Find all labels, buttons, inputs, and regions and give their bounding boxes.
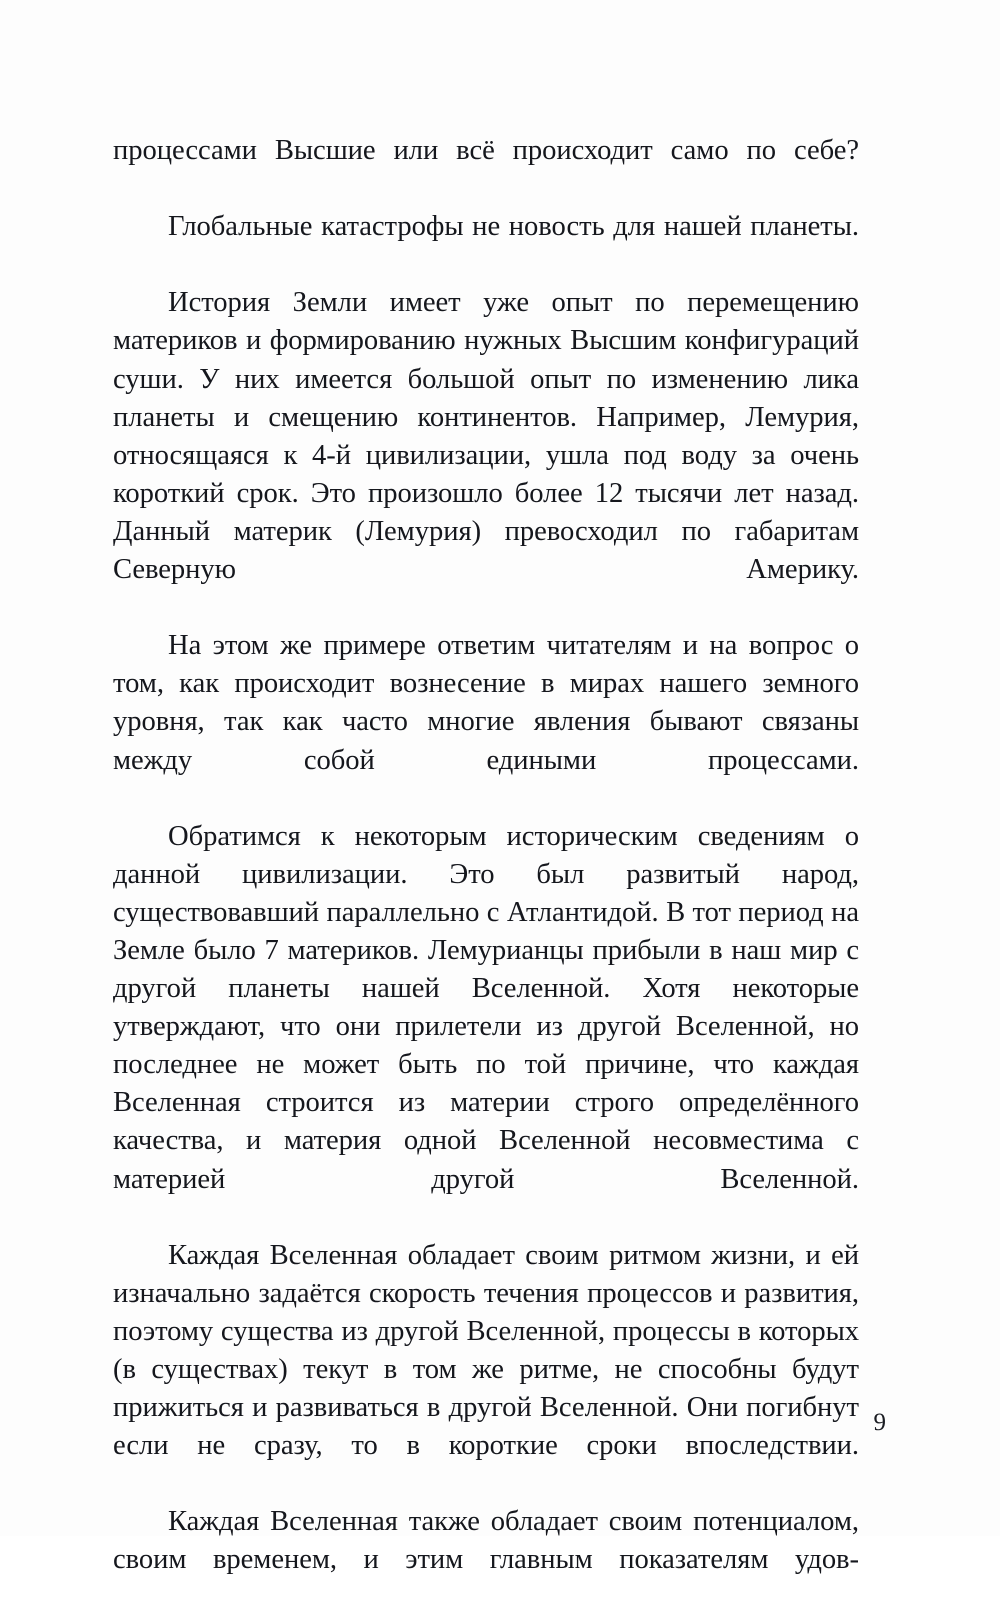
paragraph: На этом же примере ответим читателям и на вопрос о том, как происходит вознесение в мирах нашего земного уровня, так как часто многие явления бывают связаны между собой едиными процессами. [113, 630, 859, 776]
paragraph: История Земли имеет уже опыт по перемещению материков и формированию нужных Высшим конфигураций суши. У них имеется большой опыт по изменению лика планеты и смещению континентов. Например, Лемурия, относящаяся к 4-й цивилизации, ушла под воду за очень короткий срок. Это произошло более 12 тысячи лет назад. Данный материк (Лемурия) превосходил по габаритам Северную Америку. [113, 287, 859, 586]
paragraph: Каждая Вселенная также обладает своим потенциалом, своим временем, и этим главным показателям удов- [113, 1506, 859, 1576]
paragraph: Глобальные катастрофы не новость для нашей планеты. [168, 211, 859, 243]
page-text-column [113, 132, 859, 1618]
paragraph: Обратимся к некоторым историческим сведениям о данной цивилизации. Это был развитый народ, существовавший параллельно с Атлантидой. В тот период на Земле было 7 материков. Лемурианцы прибыли в наш мир с другой планеты нашей Вселенной. Хотя некоторые утверждают, что они прилетели из другой Вселенной, но последнее не может быть по той причине, что каждая Вселенная строится из материи строго определённого качества, и материя одной Вселенной несовместима с материей другой Вселенной. [113, 820, 859, 1195]
paragraph: Каждая Вселенная обладает своим ритмом жизни, и ей изначально задаётся скорость течения процессов и развития, поэтому существа из другой Вселенной, процессы в которых (в существах) текут в том же ритме, не способны будут прижиться и развиваться в другой Вселенной. Они погибнут если не сразу, то в короткие сроки впоследствии. [113, 1239, 859, 1462]
page-number: 9 [873, 1409, 886, 1436]
paragraph-continuation: процессами Высшие или всё происходит само по себе? [113, 135, 859, 166]
